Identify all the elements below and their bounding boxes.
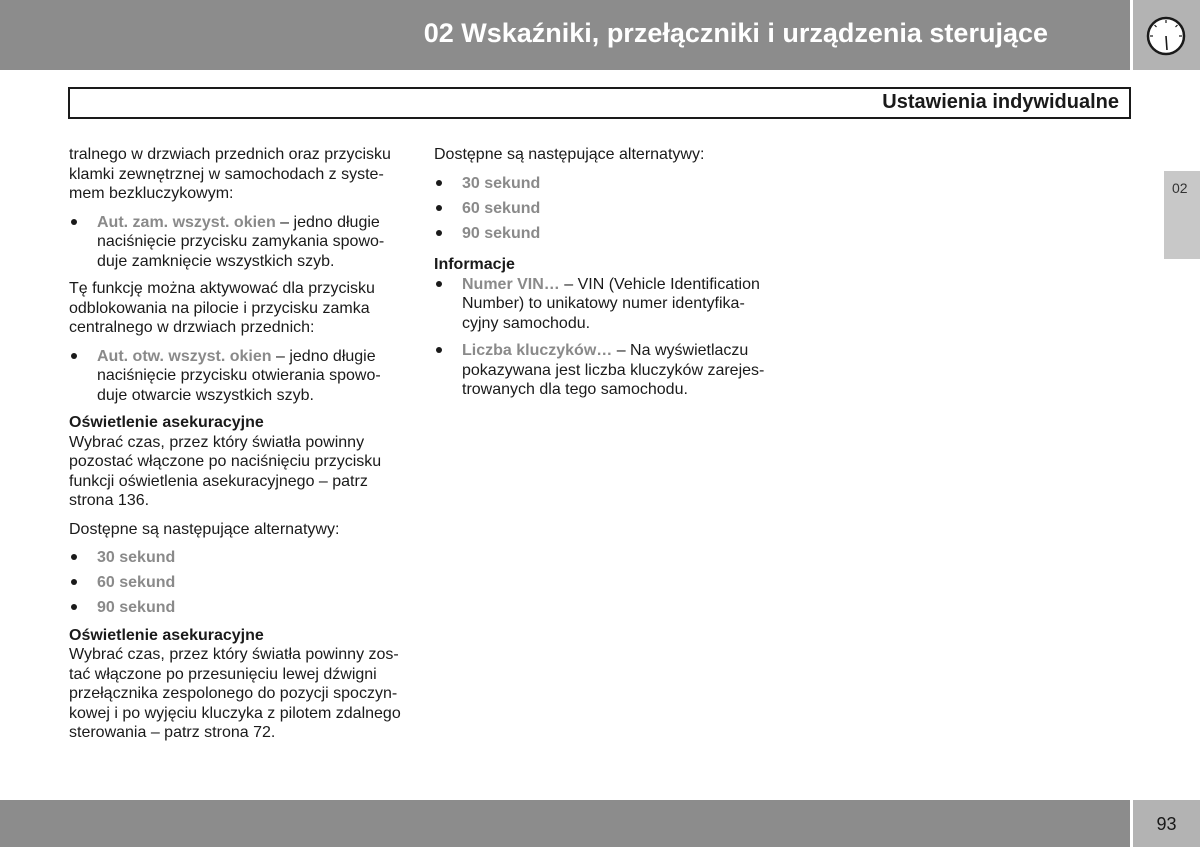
- paragraph: Wybrać czas, przez który światła powinny pozostać włączone po naciśnięciu przycisku funkcji oświetlenia asekuracyjnego – patrz strona 136.: [69, 433, 382, 509]
- info-list: [434, 275, 779, 400]
- list-item: [434, 224, 779, 244]
- list-item: [69, 347, 409, 406]
- list-item: [434, 174, 779, 194]
- option-label: 60 sekund: [462, 199, 541, 217]
- page-number-box: [1133, 800, 1200, 847]
- menu-term: Aut. otw. wszyst. okien: [97, 347, 272, 365]
- left-column: [69, 145, 409, 752]
- option-label: 60 sekund: [97, 574, 176, 591]
- paragraph: Tę funkcję można aktywować dla przycisku odblokowania na pilocie i przycisku zamka centralnego w drzwiach przednich:: [69, 280, 375, 336]
- list-item: [69, 213, 409, 272]
- list-item: [434, 341, 779, 400]
- windows-open-list: [69, 347, 409, 406]
- chapter-tab: [1164, 171, 1200, 259]
- option-label: 90 sekund: [97, 599, 176, 616]
- windows-close-list: [69, 213, 409, 272]
- header-bar: [0, 0, 1130, 70]
- section-heading: Oświetlenie asekuracyjne: [69, 626, 264, 644]
- item-description: – VIN (Vehicle Identification Number) to unikatowy numer identyfika-cyjny samochodu.: [462, 275, 760, 332]
- option-label: 30 sekund: [97, 549, 176, 566]
- option-label: 90 sekund: [462, 224, 541, 242]
- menu-term: Aut. zam. wszyst. okien: [97, 213, 276, 231]
- page-number: 93: [1156, 814, 1177, 834]
- section-heading: Informacje: [434, 256, 515, 273]
- paragraph: Dostępne są następujące alternatywy:: [434, 146, 705, 163]
- chapter-title: 02 Wskaźniki, przełączniki i urządzenia sterujące: [423, 18, 1048, 48]
- item-description: – jedno długie naciśnięcie przycisku zamykania spowo-duje zamknięcie wszystkich szyb.: [97, 213, 385, 270]
- paragraph: Wybrać czas, przez który światła powinny zos-tać włączone po przesunięciu lewej dźwigni przełącznika zespolonego do pozycji spoczyn-kowej i po wyjęciu kluczyka z pilotem zdalnego sterowania – patrz strona 72.: [69, 646, 401, 741]
- options-list: [434, 174, 779, 244]
- paragraph: Dostępne są następujące alternatywy:: [69, 520, 340, 538]
- option-label: 30 sekund: [462, 174, 541, 192]
- intro-paragraph: tralnego w drzwiach przednich oraz przycisku klamki zewnętrznej w samochodach z syste-mem bezkluczykowym:: [69, 146, 391, 202]
- right-column: [434, 145, 779, 408]
- speedometer-icon: [1145, 15, 1187, 57]
- chapter-icon-box: [1133, 0, 1200, 70]
- footer-bar: [0, 800, 1130, 847]
- list-item: [434, 275, 779, 334]
- section-title: Ustawienia indywidualne: [882, 91, 1119, 113]
- item-description: – Na wyświetlaczu pokazywana jest liczba kluczyków zarejes-trowanych dla tego samochodu.: [462, 342, 765, 398]
- section-heading: Oświetlenie asekuracyjne: [69, 414, 264, 431]
- list-item: [434, 199, 779, 219]
- list-item: [69, 548, 409, 568]
- chapter-tab-label: 02: [1172, 180, 1188, 196]
- section-header-box: [68, 87, 1131, 119]
- menu-term: Numer VIN…: [462, 275, 560, 293]
- list-item: [69, 598, 409, 618]
- list-item: [69, 573, 409, 593]
- menu-term: Liczba kluczyków…: [462, 342, 613, 359]
- options-list: [69, 548, 409, 618]
- item-description: – jedno długie naciśnięcie przycisku otwierania spowo-duje otwarcie wszystkich szyb.: [97, 347, 381, 404]
